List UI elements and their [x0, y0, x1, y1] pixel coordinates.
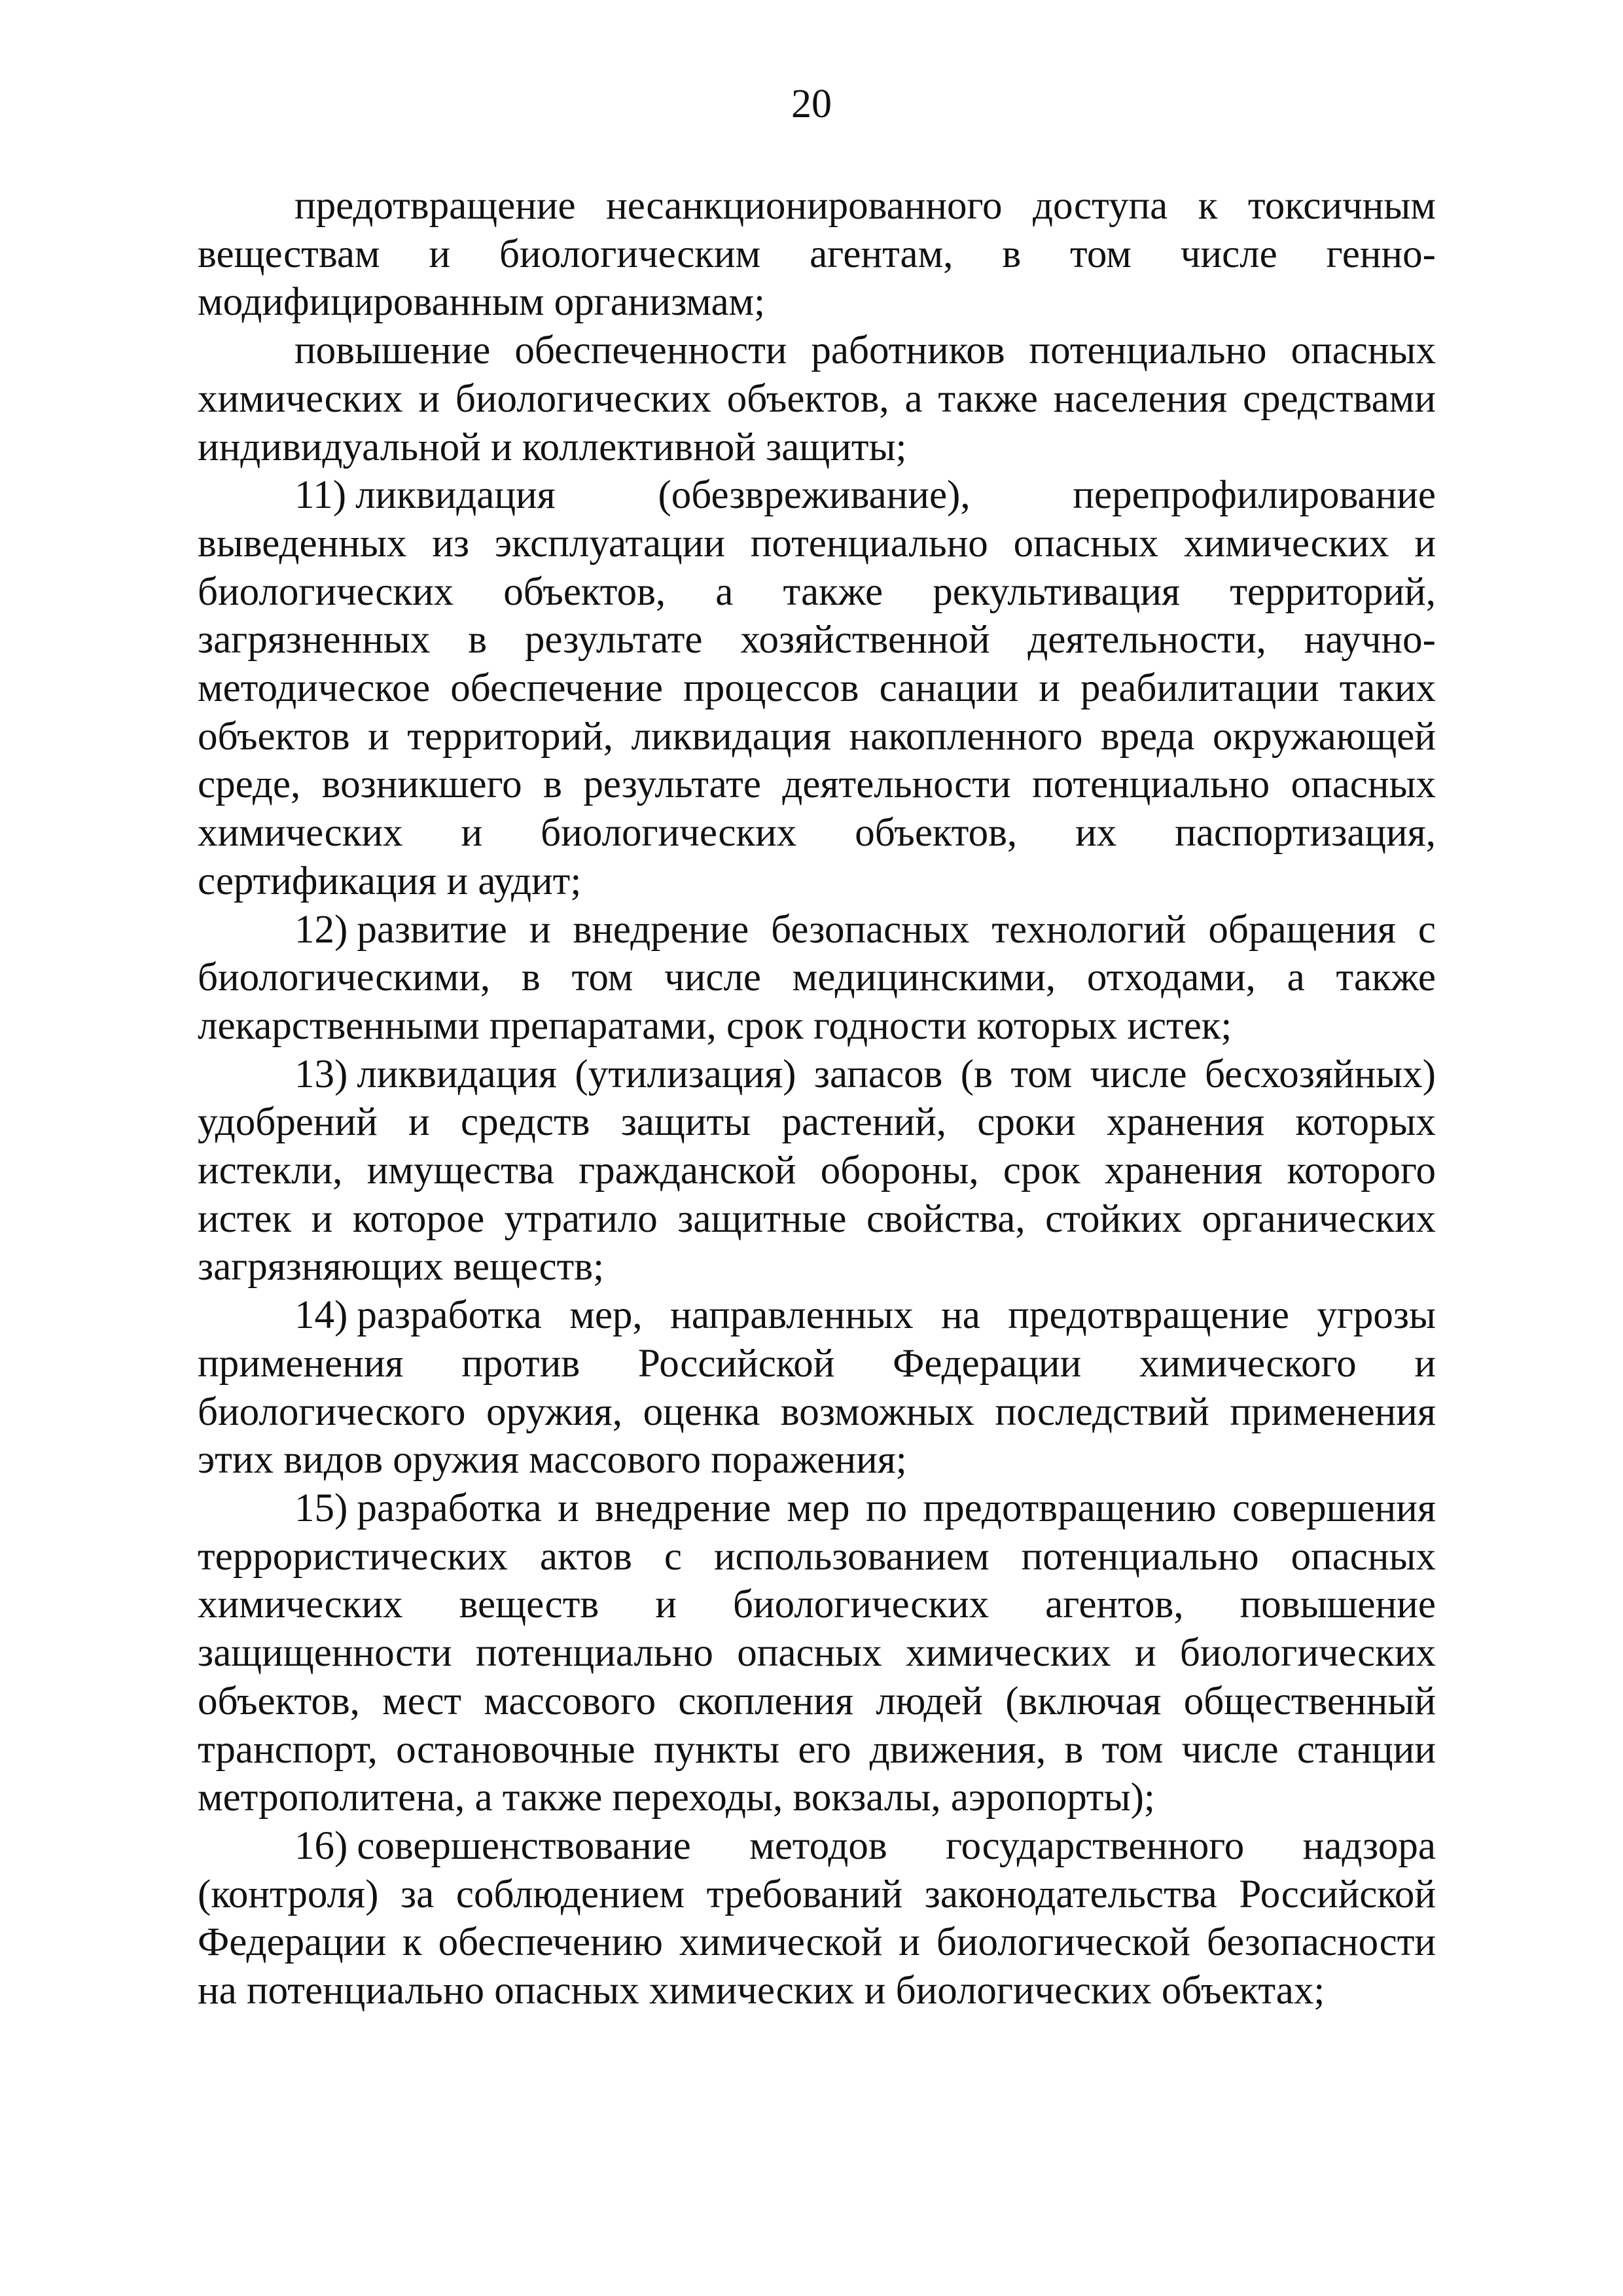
paragraph-item-15 [198, 1484, 1436, 1822]
paragraph-protection-means [198, 327, 1436, 471]
paragraph-text: ликвидация (обезвреживание), перепрофилирование выведенных из эксплуатации потенциально опасных химических и биологических объектов, а также рекультивация территорий, загрязненных в результате хозяйственной деятельности, научно-методическое обеспечение процессов санации и реабилитации таких объектов и территорий, ликвидация накопленного вреда окружающей среде, возникшего в результате деятельности потенциально опасных химических и биологических объектов, их паспортизация, сертификация и аудит; [198, 473, 1436, 903]
paragraph-text: разработка и внедрение мер по предотвращению совершения террористических актов с использованием потенциально опасных химических веществ и биологических агентов, повышение защищенности потенциально опасных химических и биологических объектов, мест массового скопления людей (включая общественный транспорт, остановочные пункты его движения, в том числе станции метрополитена, а также переходы, вокзалы, аэропорты); [198, 1486, 1436, 1820]
paragraph-item-14 [198, 1291, 1436, 1484]
paragraph-text: ликвидация (утилизация) запасов (в том числе бесхозяйных) удобрений и средств защиты растений, сроки хранения которых истекли, имущества гражданской обороны, срок хранения которого истек и которое утратило защитные свойства, стойких органических загрязняющих веществ; [198, 1052, 1436, 1289]
paragraph-text: повышение обеспеченности работников потенциально опасных химических и биологических объектов, а также населения средствами индивидуальной и коллективной защиты; [198, 329, 1436, 469]
item-number: 12) [294, 907, 348, 952]
paragraph-item-11 [198, 471, 1436, 905]
paragraph-toxic-access [198, 182, 1436, 327]
item-number: 14) [294, 1293, 348, 1338]
item-number: 13) [294, 1052, 348, 1096]
paragraph-item-12 [198, 906, 1436, 1050]
paragraph-text: совершенствование методов государственного надзора (контроля) за соблюдением требований законодательства Российской Федерации к обеспечению химической и биологической безопасности на потенциально опасных химических и биологических объектах; [198, 1823, 1436, 2013]
paragraph-text: разработка мер, направленных на предотвращение угрозы применения против Российской Федерации химического и биологического оружия, оценка возможных последствий применения этих видов оружия массового поражения; [198, 1293, 1436, 1482]
paragraph-text: развитие и внедрение безопасных технологий обращения с биологическими, в том числе медицинскими, отходами, а также лекарственными препаратами, срок годности которых истек; [198, 907, 1436, 1048]
document-body [198, 182, 1436, 2015]
paragraph-text: предотвращение несанкционированного доступа к токсичным веществам и биологическим агентам, в том числе генно-модифицированным организмам; [198, 184, 1436, 325]
item-number: 16) [294, 1823, 348, 1868]
item-number: 11) [294, 473, 347, 518]
page-number: 20 [791, 82, 832, 126]
paragraph-item-13 [198, 1050, 1436, 1292]
paragraph-item-16 [198, 1822, 1436, 2015]
item-number: 15) [294, 1486, 348, 1530]
